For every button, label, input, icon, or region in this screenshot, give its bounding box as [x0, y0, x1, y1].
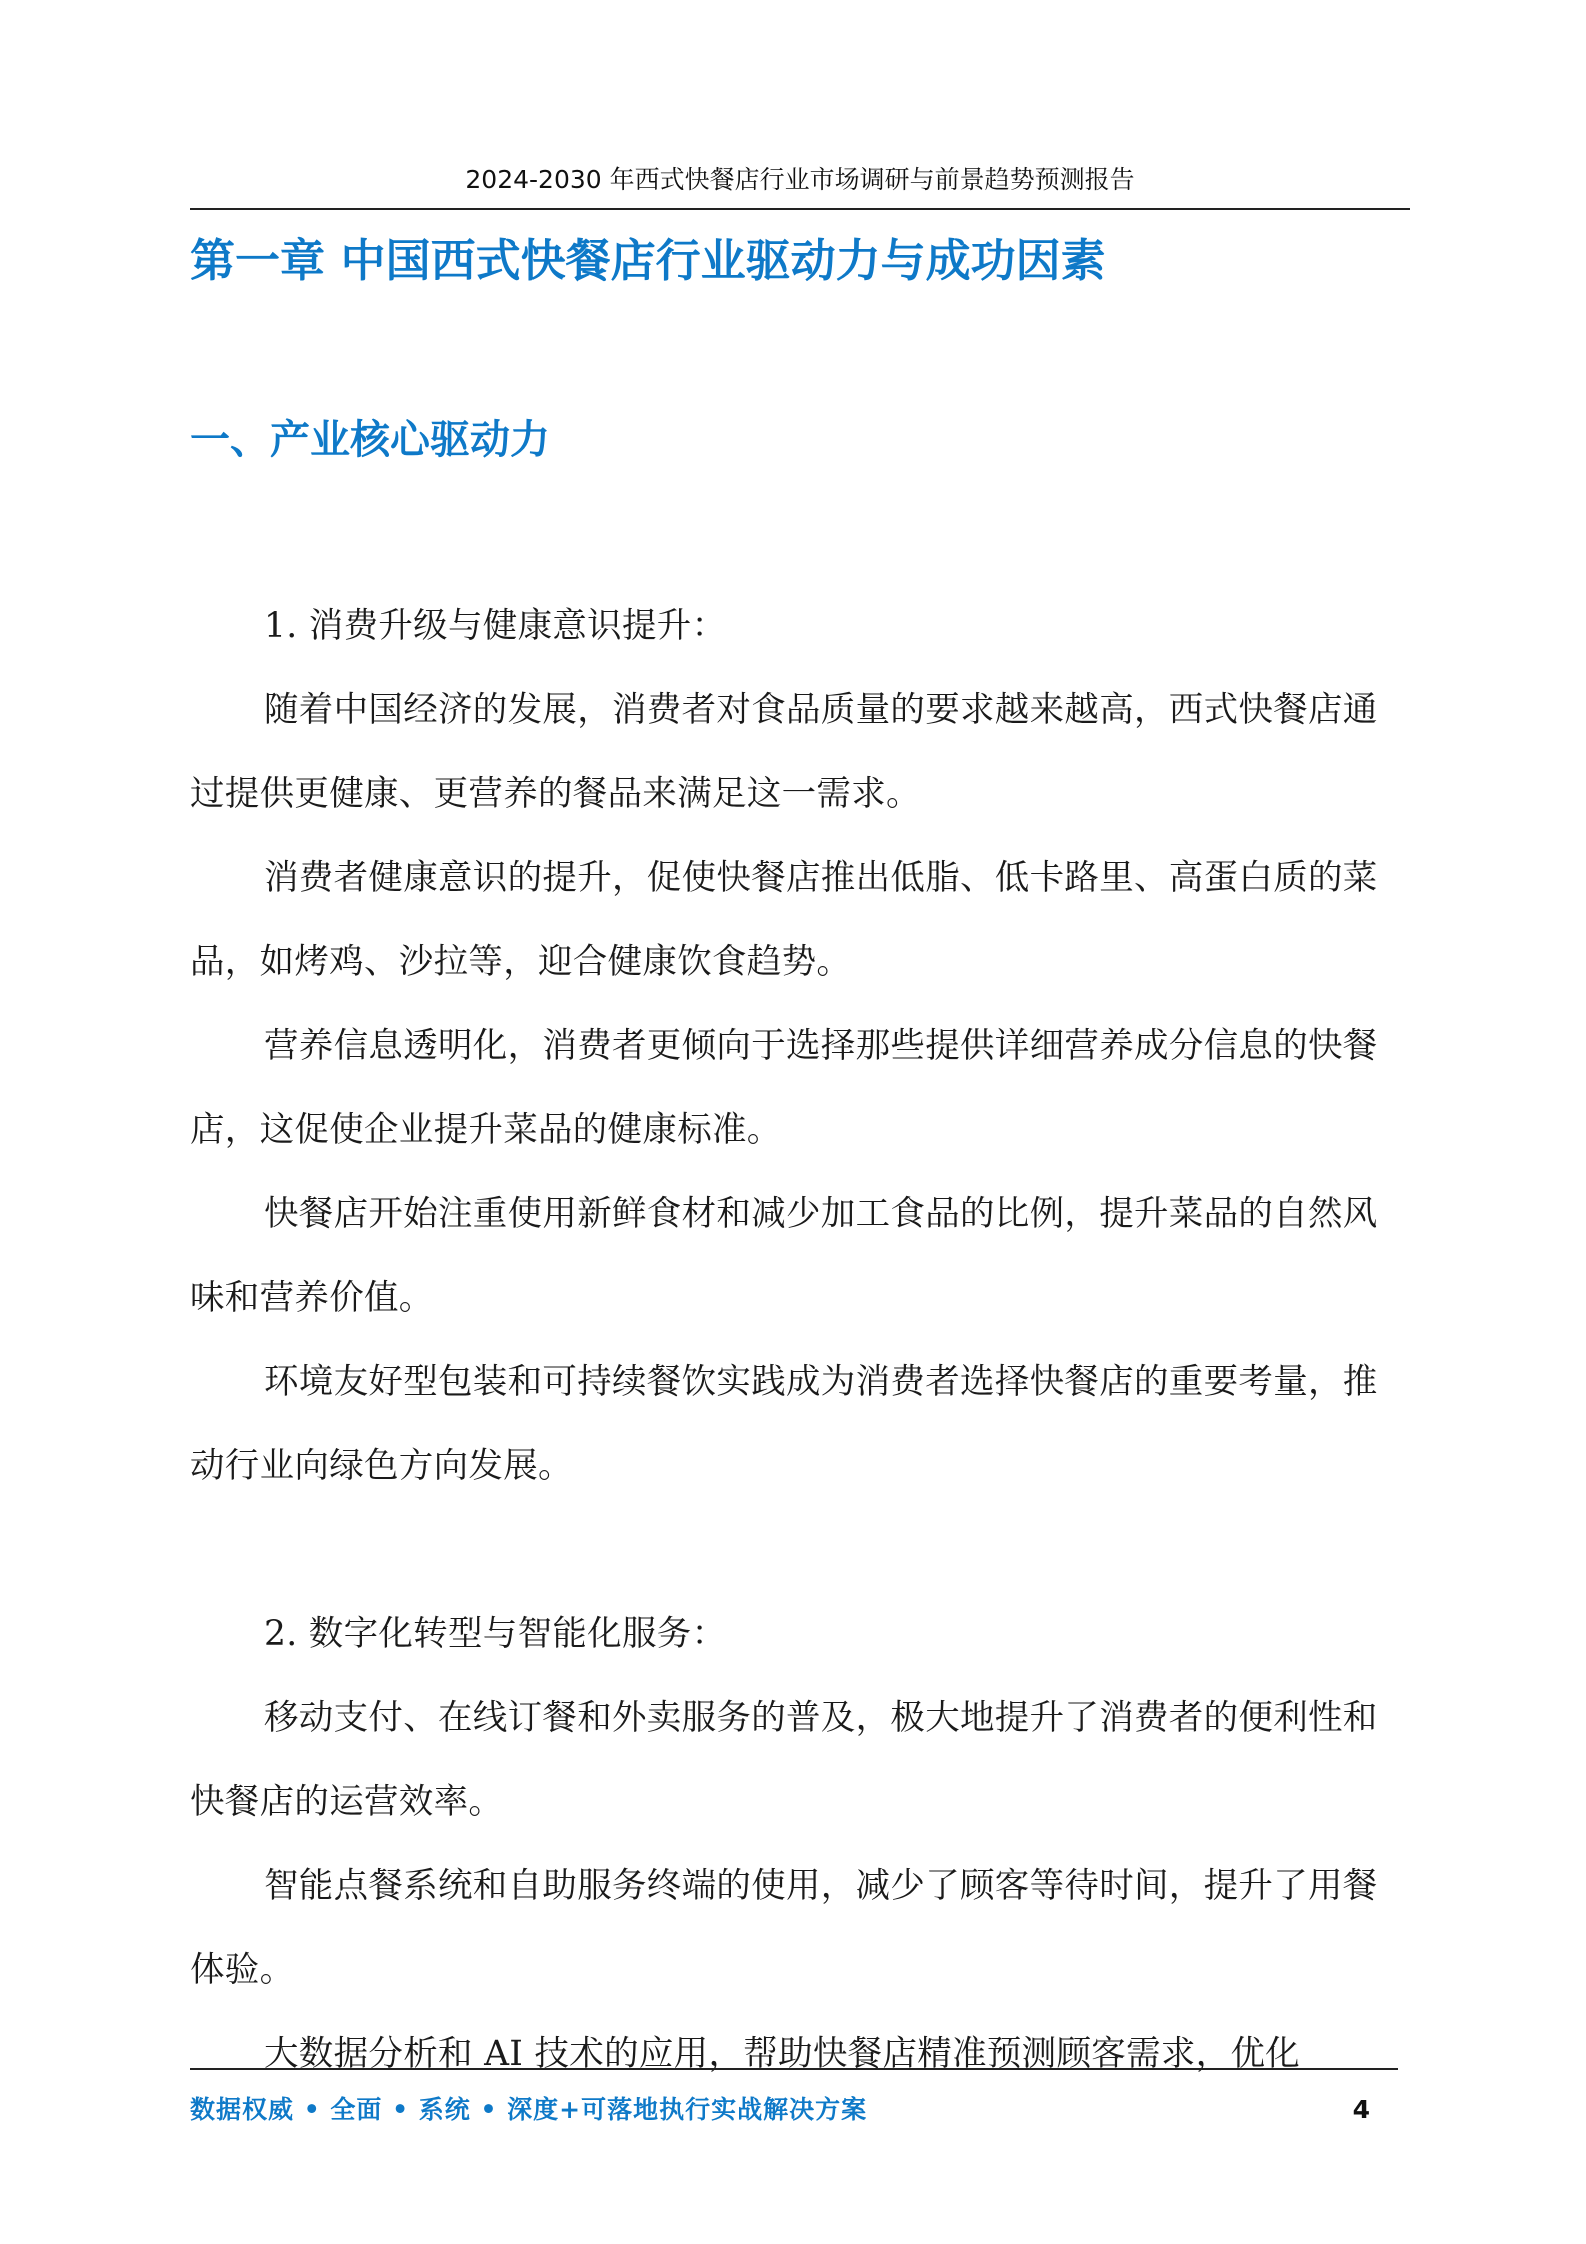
footer-divider — [190, 2068, 1398, 2070]
item-heading: 1. 消费升级与健康意识提升： — [264, 606, 727, 646]
paragraph: 随着中国经济的发展，消费者对食品质量的要求越来越高，西式快餐店通过提供更健康、更营养的餐品来满足这一需求。 — [190, 690, 1378, 814]
paragraph: 环境友好型包装和可持续餐饮实践成为消费者选择快餐店的重要考量，推动行业向绿色方向发展。 — [190, 1362, 1378, 1486]
chapter-title: 第一章 中国西式快餐店行业驱动力与成功因素 — [190, 234, 1106, 287]
paragraph: 营养信息透明化，消费者更倾向于选择那些提供详细营养成分信息的快餐店，这促使企业提升菜品的健康标准。 — [190, 1026, 1378, 1150]
paragraph: 快餐店开始注重使用新鲜食材和减少加工食品的比例，提升菜品的自然风味和营养价值。 — [190, 1194, 1378, 1318]
section-title: 一、产业核心驱动力 — [190, 417, 550, 463]
paragraph: 大数据分析和 AI 技术的应用，帮助快餐店精准预测顾客需求，优化 — [264, 2034, 1301, 2074]
page-number: 4 — [1352, 2095, 1370, 2124]
header-divider — [190, 208, 1410, 210]
paragraph: 智能点餐系统和自助服务终端的使用，减少了顾客等待时间，提升了用餐体验。 — [190, 1866, 1378, 1990]
body-text — [190, 584, 1390, 2096]
paragraph-gap — [190, 1508, 1390, 1592]
paragraph: 移动支付、在线订餐和外卖服务的普及，极大地提升了消费者的便利性和快餐店的运营效率。 — [190, 1698, 1378, 1822]
item-heading: 2. 数字化转型与智能化服务： — [264, 1614, 727, 1654]
page-header-title: 2024-2030 年西式快餐店行业市场调研与前景趋势预测报告 — [465, 165, 1135, 194]
footer-slogan: 数据权威 • 全面 • 系统 • 深度+可落地执行实战解决方案 — [190, 2095, 868, 2124]
paragraph: 消费者健康意识的提升，促使快餐店推出低脂、低卡路里、高蛋白质的菜品，如烤鸡、沙拉等，迎合健康饮食趋势。 — [190, 858, 1378, 982]
